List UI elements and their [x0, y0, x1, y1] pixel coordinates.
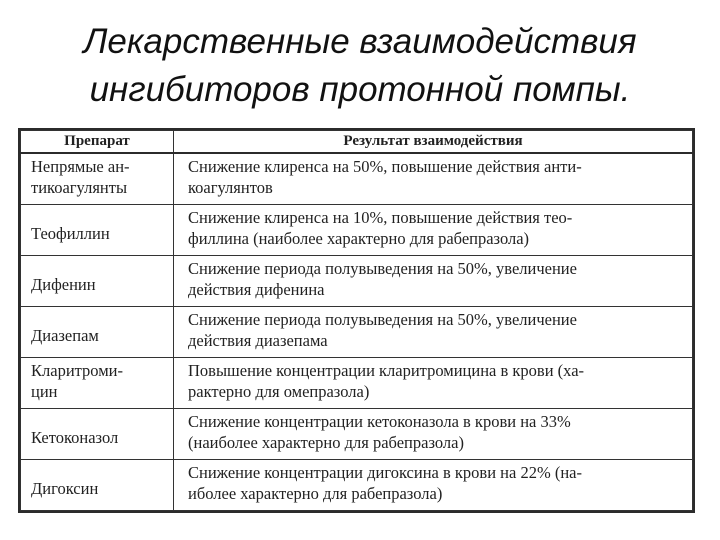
table-row [21, 153, 693, 204]
drug-cell [21, 357, 174, 408]
slide-title-line-2: ингибиторов протонной помпы. [89, 70, 631, 109]
slide-title [0, 18, 720, 114]
drug-line: Дигоксин [31, 478, 99, 498]
table-row [21, 306, 693, 357]
result-cell [174, 204, 693, 255]
result-cell [174, 306, 693, 357]
drug-line: Кетоконазол [31, 427, 119, 447]
result-cell [174, 255, 693, 306]
drug-line: Кларитроми- [31, 360, 124, 380]
result-line: Снижение клиренса на 10%, повышение действия тео- [188, 207, 573, 227]
drug-line: цин [31, 381, 58, 401]
result-line: коагулянтов [188, 178, 273, 197]
result-cell [174, 408, 693, 459]
drug-line: Дифенин [31, 274, 96, 294]
drug-line: Теофиллин [31, 223, 110, 243]
result-line: Снижение концентрации дигоксина в крови на 22% (на- [188, 462, 582, 482]
result-cell [174, 153, 693, 204]
result-line: Снижение клиренса на 50%, повышение действия анти- [188, 157, 582, 176]
drug-cell [21, 204, 174, 255]
drug-cell [21, 153, 174, 204]
result-line: действия дифенина [188, 279, 325, 299]
table-row [21, 204, 693, 255]
result-line: Снижение периода полувыведения на 50%, увеличение [188, 309, 577, 329]
drug-cell [21, 459, 174, 510]
result-cell [174, 459, 693, 510]
slide-title-line-1: Лекарственные взаимодействия [83, 22, 637, 61]
drug-cell [21, 255, 174, 306]
result-line: Снижение периода полувыведения на 50%, увеличение [188, 258, 577, 278]
result-line: действия диазепама [188, 330, 328, 350]
drug-cell [21, 408, 174, 459]
result-line: Повышение концентрации кларитромицина в крови (ха- [188, 360, 585, 380]
drug-line: Диазепам [31, 325, 99, 345]
table-header-row [21, 131, 693, 154]
result-line: рактерно для омепразола) [188, 381, 370, 401]
result-line: (наиболее характерно для рабепразола) [188, 432, 464, 452]
table-row [21, 357, 693, 408]
result-line: Снижение концентрации кетоконазола в крови на 33% [188, 411, 571, 431]
drug-line: тикоагулянты [31, 178, 128, 197]
drug-interactions-table [18, 128, 695, 513]
result-cell [174, 357, 693, 408]
header-drug: Препарат [21, 131, 174, 154]
table-row [21, 408, 693, 459]
drug-line: Непрямые ан- [31, 157, 130, 176]
header-result: Результат взаимодействия [174, 131, 693, 154]
table-row [21, 459, 693, 510]
drug-cell [21, 306, 174, 357]
table-row [21, 255, 693, 306]
result-line: филлина (наиболее характерно для рабепразола) [188, 228, 530, 248]
result-line: иболее характерно для рабепразола) [188, 483, 443, 503]
